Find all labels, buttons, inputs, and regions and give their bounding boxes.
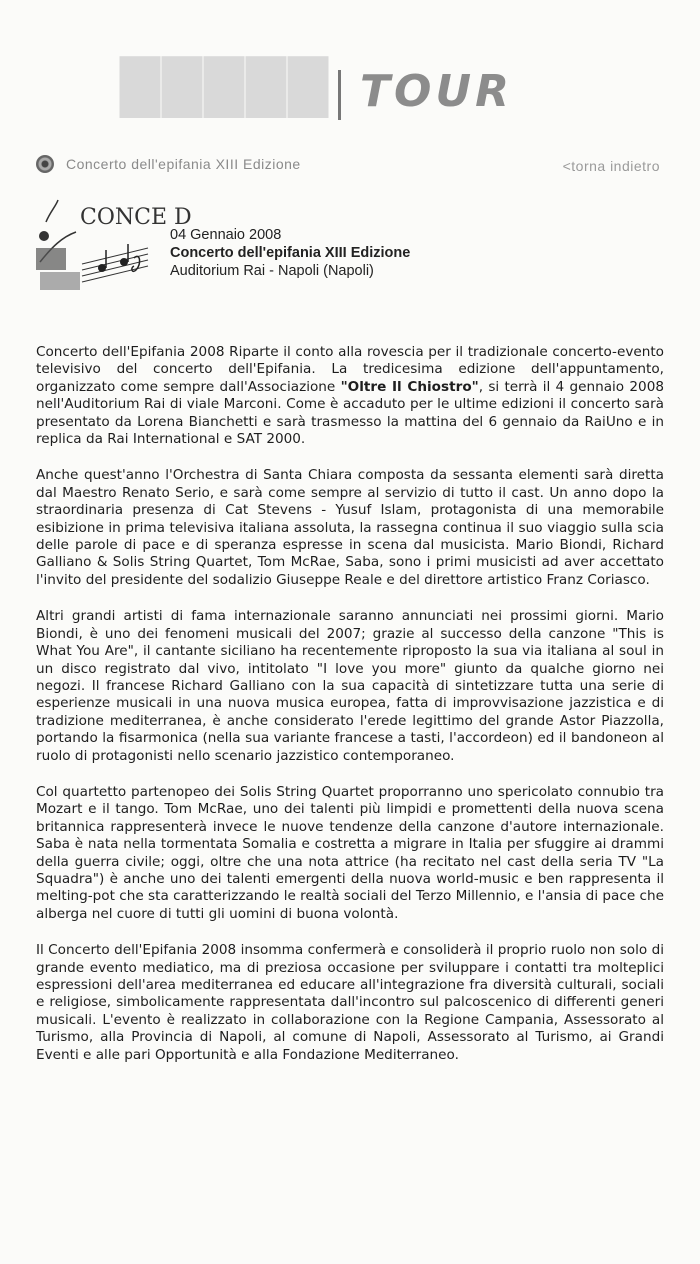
event-date: 04 Gennaio 2008	[170, 227, 282, 243]
article-paragraph-4: Col quartetto partenopeo dei Solis String Quartet proporranno uno spericolato connubio tra Mozart e il tango. Tom McRae, uno dei talenti più limpidi e promettenti della nuova scena britannica rappresenterà invece le nuove tendenze della canzone d'autore internazionale. Saba è nata nella tormentata Somalia e costretta a migrare in Italia per sfuggire ai drammi della guerra civile; oggi, oltre che una nota attrice (ha recitato nel cast della seria TV "La Squadra") è anche uno dei talenti emergenti della nuova world-music e ben rappresenta il melting-pot che sta caratterizzando le realtà sociali del Terzo Millennio, e l'ansia di pace che alberga nel cuore di tutti gli uomini di buona volontà.	[36, 783, 664, 922]
logo-faded-mark: █████	[120, 58, 330, 118]
back-link[interactable]: <torna indietro	[562, 158, 660, 174]
event-title: Concerto dell'epifania XIII Edizione	[170, 245, 411, 261]
page-header	[36, 154, 666, 180]
page-title: Concerto dell'epifania XIII Edizione	[66, 156, 301, 172]
bullet-icon	[36, 155, 54, 173]
event-info	[170, 226, 410, 280]
article-body	[36, 344, 664, 1083]
music-notes-icon	[32, 192, 192, 302]
thumbnail-text: CONCE D	[80, 205, 192, 230]
tour-logo	[110, 40, 560, 120]
article-paragraph-2: Anche quest'anno l'Orchestra di Santa Chiara composta da sessanta elementi sarà diretta dal Maestro Renato Serio, e sarà come sempre al servizio di tutto il cast. Un anno dopo la straordinaria presenza di Cat Stevens - Yusuf Islam, protagonista di una memorabile esibizione in prima televisiva italiana assoluta, la rassegna continua il suo viaggio sulla scia delle parole di pace e di speranza espresse in scena dal musicista. Mario Biondi, Richard Galliano & Solis String Quartet, Tom McRae, Saba, sono i primi musicisti ad aver accettato l'invito del presidente del sodalizio Giuseppe Reale e del direttore artistico Franz Coriasco.	[36, 467, 664, 588]
event-venue: Auditorium Rai - Napoli (Napoli)	[170, 263, 374, 279]
event-thumbnail	[32, 192, 192, 302]
association-name: "Oltre Il Chiostro"	[340, 378, 479, 395]
article-paragraph-5: Il Concerto dell'Epifania 2008 insomma confermerà e consoliderà il proprio ruolo non solo di grande evento mediatico, ma di preziosa occasione per sviluppare i contatti tra molteplici espressioni dell'area mediterranea ed educare all'integrazione fra diversità culturali, sociali e religiose, simbolicamente rappresentata dall'incontro sul palcoscenico di differenti generi musicali. L'evento è realizzato in collaborazione con la Regione Campania, Assessorato al Turismo, alla Provincia di Napoli, al comune di Napoli, Assessorato al Turismo, ai Grandi Eventi e alle pari Opportunità e alla Fondazione Mediterraneo.	[36, 942, 664, 1063]
logo-word: TOUR	[360, 66, 514, 117]
logo-divider	[338, 70, 341, 120]
article-paragraph-3: Altri grandi artisti di fama internazionale saranno annunciati nei prossimi giorni. Mario Biondi, è uno dei fenomeni musicali del 2007; grazie al successo della canzone "This is What You Are", il cantante siciliano ha recentemente riproposto la sua via italiana al soul in un disco registrato dal vivo, intitolato "I love you more" giunto da qualche giorno nei negozi. Il francese Richard Galliano con la sua capacità di sintetizzare tutta una serie di esperienze musicali in una nuova musica europea, fatta di improvvisazione jazzistica e di tradizione mediterranea, è anche considerato l'erede legittimo del grande Astor Piazzolla, portando la fisarmonica (nella sua variante francese a tasti, l'accordeon) ed il bandoneon al ruolo di protagonisti nello scenario jazzistico contemporaneo.	[36, 608, 664, 764]
article-paragraph-1: Concerto dell'Epifania 2008 Riparte il conto alla rovescia per il tradizionale concerto-evento televisivo del concerto dell'Epifania. La tredicesima edizione dell'appuntamento, organizzato come sempre dall'Associazione "Oltre Il Chiostro", si terrà il 4 gennaio 2008 nell'Auditorium Rai di viale Marconi. Come è accaduto per le ultime edizioni il concerto sarà presentato da Lorena Bianchetti e sarà trasmesso la mattina del 6 gennaio da RaiUno e in replica da Rai International e SAT 2000.	[36, 344, 664, 448]
